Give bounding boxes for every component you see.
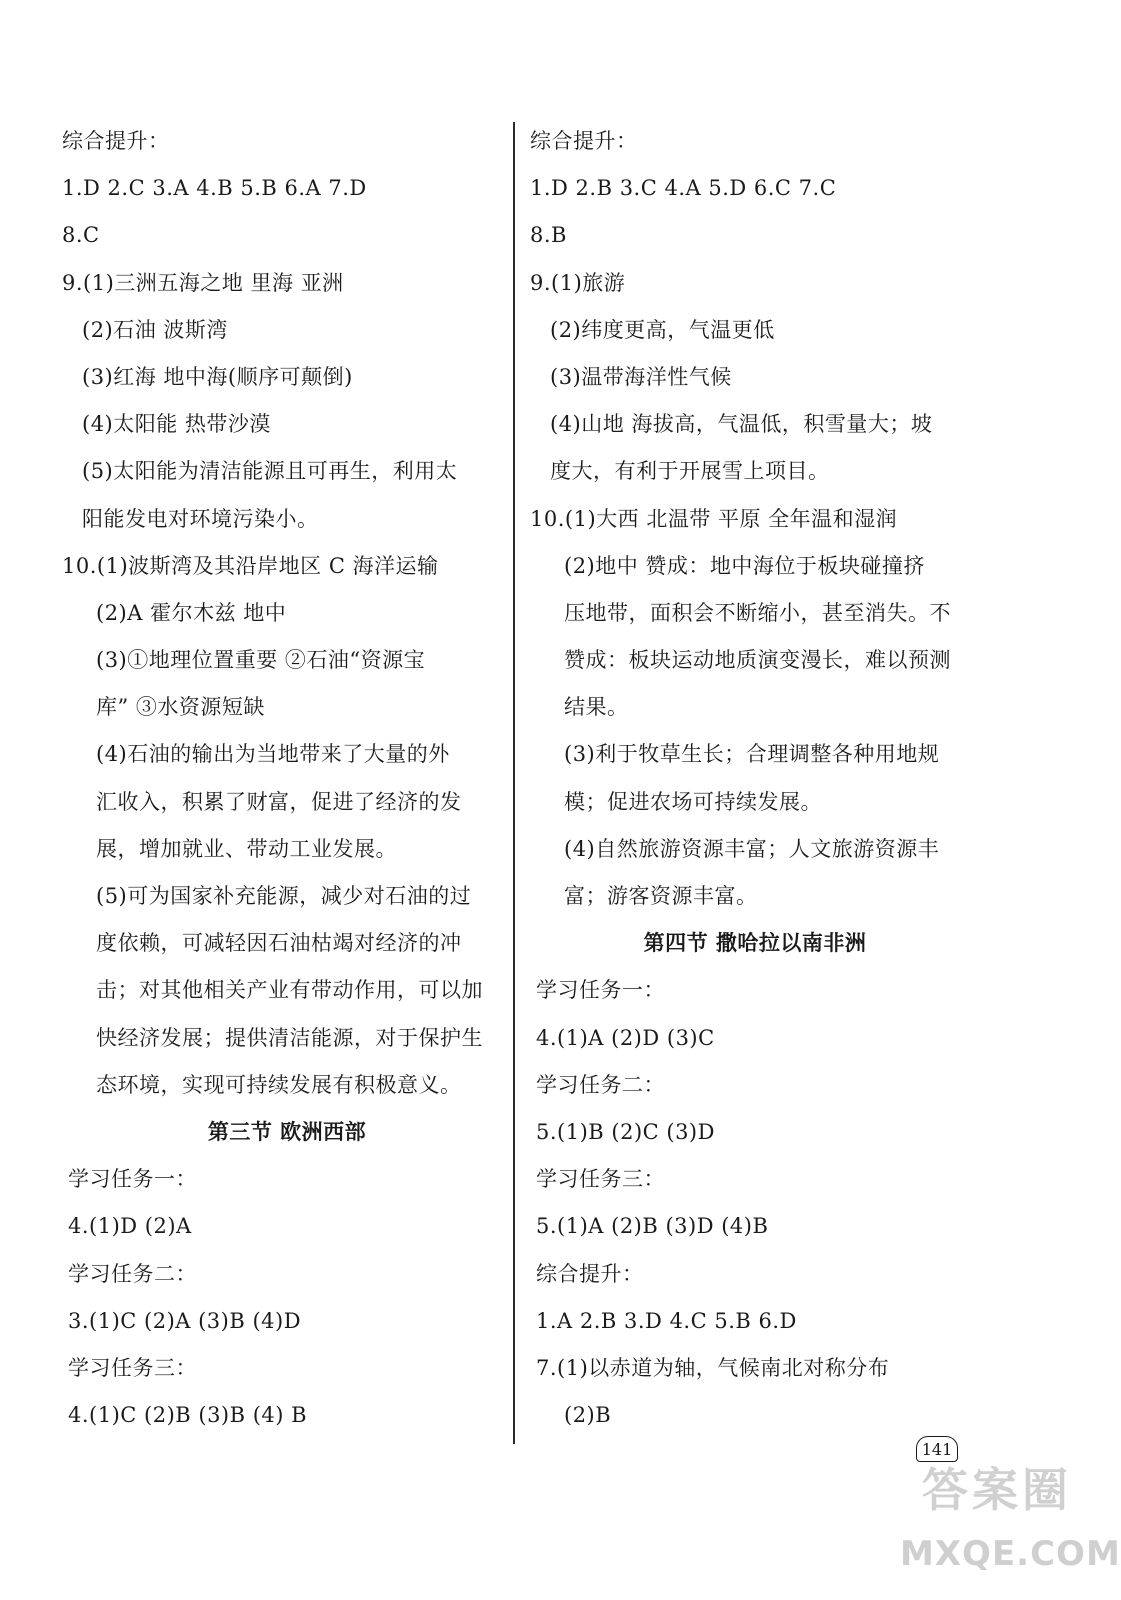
answer-line: 1.D 2.B 3.C 4.A 5.D 6.C 7.C bbox=[530, 176, 837, 201]
answer-line: 赞成：板块运动地质演变漫长，难以预测 bbox=[564, 648, 951, 673]
answer-line: 4.(1)A (2)D (3)C bbox=[536, 1025, 715, 1050]
answer-line: 库” ③水资源短缺 bbox=[96, 695, 265, 720]
answer-line: 8.B bbox=[530, 223, 567, 248]
answer-line: 度大，有利于开展雪上项目。 bbox=[550, 459, 830, 484]
answer-line: (2)纬度更高，气温更低 bbox=[550, 317, 775, 342]
answer-line: 8.C bbox=[62, 223, 100, 248]
answer-line: 1.A 2.B 3.D 4.C 5.B 6.D bbox=[536, 1308, 797, 1333]
answer-line: 9.(1)三洲五海之地 里海 亚洲 bbox=[62, 270, 344, 295]
answer-line: (5)可为国家补充能源，减少对石油的过 bbox=[96, 884, 472, 908]
answer-line: (4)太阳能 热带沙漠 bbox=[82, 412, 271, 437]
answer-line: 结果。 bbox=[564, 695, 629, 720]
answer-line: (4)石油的输出为当地带来了大量的外 bbox=[96, 742, 450, 767]
answer-line: (4)自然旅游资源丰富；人文旅游资源丰 bbox=[564, 836, 940, 861]
watermark-url: MXQE.COM bbox=[900, 1534, 1121, 1574]
section-label: 综合提升： bbox=[530, 129, 638, 153]
answer-line: 阳能发电对环境污染小。 bbox=[82, 506, 319, 531]
section-label: 学习任务二： bbox=[68, 1261, 197, 1286]
answer-line: 7.(1)以赤道为轴，气候南北对称分布 bbox=[536, 1355, 890, 1380]
answer-line: 模；促进农场可持续发展。 bbox=[564, 789, 822, 814]
section-heading: 第三节 欧洲西部 bbox=[207, 1119, 367, 1144]
answer-line: 10.(1)波斯湾及其沿岸地区 C 海洋运输 bbox=[62, 553, 439, 578]
answer-line: 压地带，面积会不断缩小，甚至消失。不 bbox=[564, 600, 951, 625]
answer-line: 4.(1)C (2)B (3)B (4) B bbox=[68, 1403, 308, 1428]
page-number: 141 bbox=[916, 1436, 958, 1462]
answer-line: (4)山地 海拔高，气温低，积雪量大；坡 bbox=[550, 412, 933, 437]
section-heading: 第四节 撒哈拉以南非洲 bbox=[643, 931, 867, 956]
answer-line: 展，增加就业、带动工业发展。 bbox=[96, 836, 397, 861]
watermark-logo bbox=[900, 1463, 1121, 1590]
section-label: 学习任务二： bbox=[536, 1072, 665, 1097]
answer-line: (3)①地理位置重要 ②石油“资源宝 bbox=[96, 648, 426, 673]
answer-line: 1.D 2.C 3.A 4.B 5.B 6.A 7.D bbox=[62, 176, 367, 201]
answer-line: 富；游客资源丰富。 bbox=[564, 884, 758, 908]
watermark-chinese: 答案圈 bbox=[922, 1463, 1072, 1517]
answer-line: 态环境，实现可持续发展有积极意义。 bbox=[96, 1072, 462, 1097]
answer-line: 汇收入，积累了财富，促进了经济的发 bbox=[96, 789, 462, 814]
section-label: 学习任务三： bbox=[536, 1167, 665, 1192]
answer-line: 5.(1)B (2)C (3)D bbox=[536, 1119, 715, 1144]
answer-line: (2)石油 波斯湾 bbox=[82, 317, 228, 342]
answer-line: (2)B bbox=[564, 1403, 612, 1428]
column-divider bbox=[513, 122, 515, 1444]
answer-line: (2)地中 赞成：地中海位于板块碰撞挤 bbox=[564, 553, 925, 578]
answer-line: (3)红海 地中海(顺序可颠倒) bbox=[82, 364, 353, 389]
answer-line: (3)利于牧草生长；合理调整各种用地规 bbox=[564, 742, 940, 767]
left-column bbox=[62, 118, 512, 1439]
section-label: 学习任务三： bbox=[68, 1355, 197, 1380]
answer-line: (2)A 霍尔木兹 地中 bbox=[96, 600, 287, 625]
section-label: 学习任务一： bbox=[68, 1167, 197, 1192]
answer-line: 快经济发展；提供清洁能源，对于保护生 bbox=[96, 1025, 483, 1050]
answer-line: 击；对其他相关产业有带动作用，可以加 bbox=[96, 978, 483, 1003]
section-label: 学习任务一： bbox=[536, 978, 665, 1003]
answer-line: 9.(1)旅游 bbox=[530, 270, 626, 295]
section-label: 综合提升： bbox=[536, 1261, 644, 1286]
answer-line: (3)温带海洋性气候 bbox=[550, 364, 732, 389]
answer-line: 5.(1)A (2)B (3)D (4)B bbox=[536, 1214, 769, 1239]
answer-line: (5)太阳能为清洁能源且可再生，利用太 bbox=[82, 459, 458, 484]
right-column bbox=[530, 118, 980, 1439]
section-label: 综合提升： bbox=[62, 129, 170, 153]
answer-line: 度依赖，可减轻因石油枯竭对经济的冲 bbox=[96, 931, 462, 956]
answer-line: 3.(1)C (2)A (3)B (4)D bbox=[68, 1308, 302, 1333]
answer-line: 10.(1)大西 北温带 平原 全年温和湿润 bbox=[530, 506, 898, 531]
answer-line: 4.(1)D (2)A bbox=[68, 1214, 192, 1239]
